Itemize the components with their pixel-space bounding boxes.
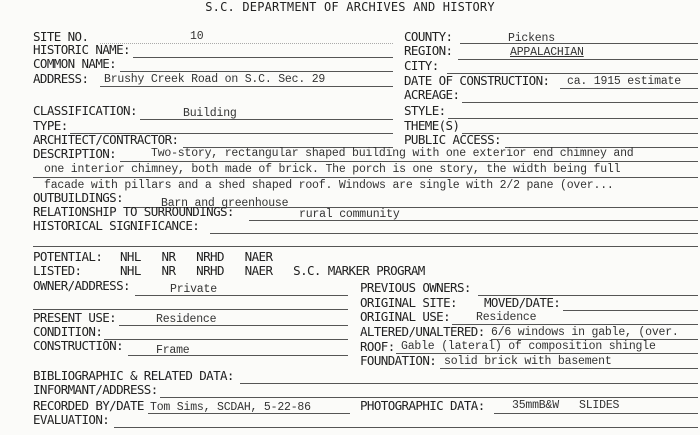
moved-date-line <box>563 310 698 311</box>
present-use-label: PRESENT USE: <box>33 310 117 325</box>
recorded-by-line <box>148 413 350 414</box>
region-label: REGION: <box>404 43 453 58</box>
informant-label: INFORMANT/ADDRESS: <box>33 382 158 397</box>
moved-date-label: MOVED/DATE: <box>484 295 561 310</box>
photographic-line <box>494 413 698 414</box>
original-use-label: ORIGINAL USE: <box>360 309 451 324</box>
address-label: ADDRESS: <box>33 71 89 86</box>
description-line-1: Two-story, rectangular shaped building with one exterior end chimney and <box>151 147 634 160</box>
site-no-label: SITE NO. <box>33 29 89 44</box>
original-site-label: ORIGINAL SITE: <box>360 295 457 310</box>
present-use-line <box>119 325 348 326</box>
original-use-line <box>452 324 698 325</box>
historic-name-line <box>133 57 393 58</box>
recorded-by-label: RECORDED BY/DATE <box>33 398 144 413</box>
listed-options: NHL NR NRHD NAER S.C. MARKER PROGRAM <box>120 263 425 278</box>
city-label: CITY: <box>404 58 439 73</box>
evaluation-line <box>114 427 698 428</box>
themes-label: THEME(S) <box>404 118 460 133</box>
condition-line <box>104 339 348 340</box>
date-of-construction-label: DATE OF CONSTRUCTION: <box>404 73 550 88</box>
address-line <box>100 86 393 87</box>
outbuildings-value: Barn and greenhouse <box>161 197 289 210</box>
description-line-2: one interior chimney, both made of brick. The porch is one story, the width being full <box>44 163 621 176</box>
acreage-label: ACREAGE: <box>404 87 460 102</box>
relationship-value: rural community <box>299 208 400 221</box>
region-value: APPALACHIAN <box>510 46 584 59</box>
potential-label: POTENTIAL: <box>33 249 103 264</box>
foundation-label: FOUNDATION: <box>360 353 437 368</box>
style-label: STYLE: <box>404 103 446 118</box>
photographic-value: 35mmB&W SLIDES <box>512 399 620 412</box>
original-use-value: Residence <box>476 311 537 324</box>
historic-name-label: HISTORIC NAME: <box>33 42 130 57</box>
style-line <box>448 118 698 119</box>
historical-significance-label: HISTORICAL SIGNIFICANCE: <box>33 218 200 233</box>
altered-label: ALTERED/UNALTERED: <box>360 324 485 339</box>
owner-address-line <box>135 295 348 296</box>
date-of-construction-line <box>560 88 698 89</box>
roof-value: Gable (lateral) of composition shingle <box>401 340 656 353</box>
roof-line <box>396 353 698 354</box>
architect-label: ARCHITECT/CONTRACTOR: <box>33 132 179 147</box>
roof-label: ROOF: <box>360 339 395 354</box>
description-rule-2 <box>33 177 698 178</box>
previous-owners-label: PREVIOUS OWNERS: <box>360 280 471 295</box>
county-line <box>460 43 698 44</box>
classification-label: CLASSIFICATION: <box>33 103 137 118</box>
foundation-value: solid brick with basement <box>444 355 612 368</box>
common-name-label: COMMON NAME: <box>33 56 117 71</box>
description-rule-1 <box>120 161 698 162</box>
construction-value: Frame <box>156 344 190 357</box>
foundation-line <box>440 368 698 369</box>
acreage-line <box>462 102 698 103</box>
classification-value: Building <box>183 107 237 120</box>
bibliographic-line <box>240 383 698 384</box>
owner-address-label: OWNER/ADDRESS: <box>33 278 130 293</box>
historical-significance-line-2 <box>33 246 698 247</box>
county-value: Pickens <box>508 32 555 45</box>
relationship-label: RELATIONSHIP TO SURROUNDINGS: <box>33 204 234 219</box>
description-line-3: facade with pillars and a shed shaped roof. Windows are single with 2/2 pane (over... <box>44 179 614 192</box>
site-no-value: 10 <box>190 30 204 43</box>
type-label: TYPE: <box>33 118 68 133</box>
photographic-label: PHOTOGRAPHIC DATA: <box>360 398 485 413</box>
outbuildings-label: OUTBUILDINGS: <box>33 190 124 205</box>
historical-significance-line <box>210 233 698 234</box>
altered-value: 6/6 windows in gable, (over. <box>491 326 679 339</box>
construction-label: CONSTRUCTION: <box>33 338 124 353</box>
relationship-line <box>249 220 698 221</box>
evaluation-label: EVALUATION: <box>33 412 110 427</box>
public-access-label: PUBLIC ACCESS: <box>404 132 501 147</box>
listed-label: LISTED: <box>33 263 82 278</box>
county-label: COUNTY: <box>404 29 453 44</box>
construction-line <box>128 355 348 356</box>
description-label: DESCRIPTION: <box>33 146 117 161</box>
owner-address-value: Private <box>170 283 217 296</box>
present-use-value: Residence <box>156 313 217 326</box>
region-line <box>458 59 698 60</box>
common-name-line <box>120 71 393 72</box>
potential-options: NHL NR NRHD NAER <box>120 249 273 264</box>
site-no-line <box>100 43 393 44</box>
address-value: Brushy Creek Road on S.C. Sec. 29 <box>104 73 326 86</box>
condition-label: CONDITION: <box>33 324 103 339</box>
classification-line <box>140 119 393 120</box>
date-of-construction-value: ca. 1915 estimate <box>567 75 681 88</box>
form-header: S.C. DEPARTMENT OF ARCHIVES AND HISTORY <box>205 0 495 14</box>
recorded-by-value: Tom Sims, SCDAH, 5-22-86 <box>150 401 311 414</box>
bibliographic-label: BIBLIOGRAPHIC & RELATED DATA: <box>33 368 234 383</box>
